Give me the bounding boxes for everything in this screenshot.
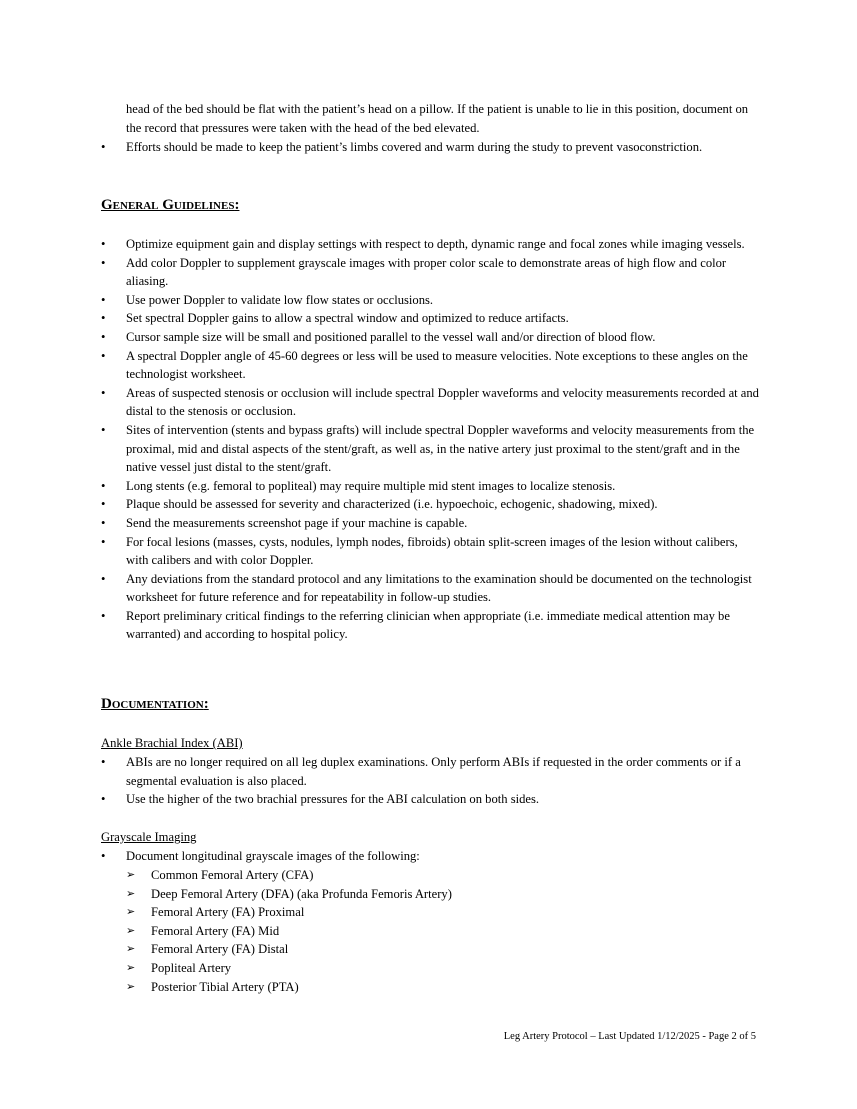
bullet-icon: •: [101, 515, 106, 530]
list-item: • ABIs are no longer required on all leg duplex examinations. Only perform ABIs if requested in the order comments or if a segmental evaluation is also placed.: [101, 755, 741, 788]
bullet-icon: •: [101, 237, 106, 251]
grayscale-list: [101, 847, 761, 866]
list-item: • A spectral Doppler angle of 45-60 degrees or less will be used to measure velocities. Note exceptions to these angles on the technologist worksheet.: [101, 348, 748, 382]
list-item: ➢ Posterior Tibial Artery (PTA): [126, 978, 452, 997]
list-item: • Any deviations from the standard protocol and any limitations to the examination should be documented on the technologist worksheet for future reference and for repeatability in follow-up studies.: [101, 571, 752, 605]
list-item: ➢ Popliteal Artery: [126, 959, 452, 978]
general-guidelines-heading: General Guidelines:: [101, 197, 240, 213]
arrow-icon: ➢: [126, 942, 136, 956]
bullet-icon: •: [101, 534, 106, 549]
list-item: • Report preliminary critical findings to the referring clinician when appropriate (i.e. immediate medical attention may be warranted) and according to hospital policy.: [101, 608, 730, 642]
bullet-icon: •: [101, 792, 106, 807]
documentation-heading: Documentation:: [101, 696, 209, 712]
arrow-icon: ➢: [126, 923, 136, 937]
list-item: • Use the higher of the two brachial pressures for the ABI calculation on both sides.: [101, 790, 761, 809]
list-item: • Add color Doppler to supplement grayscale images with proper color scale to demonstrate areas of high flow and color aliasing.: [101, 255, 727, 289]
bullet-icon: •: [101, 348, 106, 363]
list-item: • Sites of intervention (stents and bypass grafts) will include spectral Doppler waveforms and velocity measurements from the proximal, mid and distal aspects of the stent/graft, as well as, in the native artery just proximal to the stent/graft and in the native vessel just distal to the stent/graft.: [101, 422, 755, 475]
list-item: • Optimize equipment gain and display settings with respect to depth, dynamic range and focal zones while imaging vessels.: [101, 235, 761, 254]
abi-list: [101, 753, 761, 809]
list-item: • Plaque should be assessed for severity and characterized (i.e. hypoechoic, echogenic, shadowing, mixed).: [101, 495, 761, 514]
bullet-icon: •: [101, 422, 106, 437]
abi-subheading: Ankle Brachial Index (ABI): [101, 736, 243, 750]
list-item: ➢ Femoral Artery (FA) Mid: [126, 922, 452, 941]
arrow-icon: ➢: [126, 905, 136, 919]
list-item: ➢ Femoral Artery (FA) Distal: [126, 940, 452, 959]
list-item: ➢ Common Femoral Artery (CFA): [126, 866, 452, 885]
grayscale-vessel-list: [126, 866, 452, 996]
intro-continuation: head of the bed should be flat with the patient’s head on a pillow. If the patient is unable to lie in this position, document on the record that pressures were taken with the head of the bed elevated.: [126, 102, 749, 135]
bullet-icon: •: [101, 478, 106, 493]
grayscale-subheading: Grayscale Imaging: [101, 830, 197, 844]
list-item: • Set spectral Doppler gains to allow a spectral window and optimized to reduce artifacts.: [101, 309, 761, 328]
bullet-icon: •: [101, 608, 106, 623]
arrow-icon: ➢: [126, 868, 136, 881]
bullet-icon: •: [101, 292, 106, 307]
arrow-icon: ➢: [126, 979, 136, 993]
bullet-icon: •: [101, 255, 106, 270]
arrow-icon: ➢: [126, 960, 136, 974]
list-item: • Document longitudinal grayscale images of the following:: [101, 847, 761, 866]
bullet-icon: •: [101, 571, 106, 586]
arrow-icon: ➢: [126, 886, 136, 900]
bullet-icon: •: [101, 311, 106, 326]
intro-bullet-list: [101, 138, 761, 157]
bullet-icon: •: [101, 849, 106, 863]
list-item: • Send the measurements screenshot page if your machine is capable.: [101, 514, 761, 533]
bullet-icon: •: [101, 140, 106, 154]
list-item: • Long stents (e.g. femoral to popliteal) may require multiple mid stent images to localize stenosis.: [101, 477, 761, 496]
page-footer: Leg Artery Protocol – Last Updated 1/12/2025 - Page 2 of 5: [503, 1031, 756, 1042]
list-item: ➢ Deep Femoral Artery (DFA) (aka Profunda Femoris Artery): [126, 885, 452, 904]
bullet-icon: •: [101, 385, 106, 400]
bullet-icon: •: [101, 755, 106, 769]
bullet-icon: •: [101, 497, 106, 512]
general-guidelines-list: [101, 235, 761, 644]
list-item: • Efforts should be made to keep the patient’s limbs covered and warm during the study to prevent vasoconstriction.: [101, 138, 761, 157]
list-item: • Areas of suspected stenosis or occlusion will include spectral Doppler waveforms and velocity measurements recorded at and distal to the stenosis or occlusion.: [101, 385, 759, 419]
list-item: • For focal lesions (masses, cysts, nodules, lymph nodes, fibroids) obtain split-screen images of the lesion without calibers, with calibers and with color Doppler.: [101, 534, 738, 568]
list-item: • Use power Doppler to validate low flow states or occlusions.: [101, 291, 761, 310]
list-item: • Cursor sample size will be small and positioned parallel to the vessel wall and/or direction of blood flow.: [101, 328, 761, 347]
bullet-icon: •: [101, 329, 106, 344]
list-item: ➢ Femoral Artery (FA) Proximal: [126, 903, 452, 922]
